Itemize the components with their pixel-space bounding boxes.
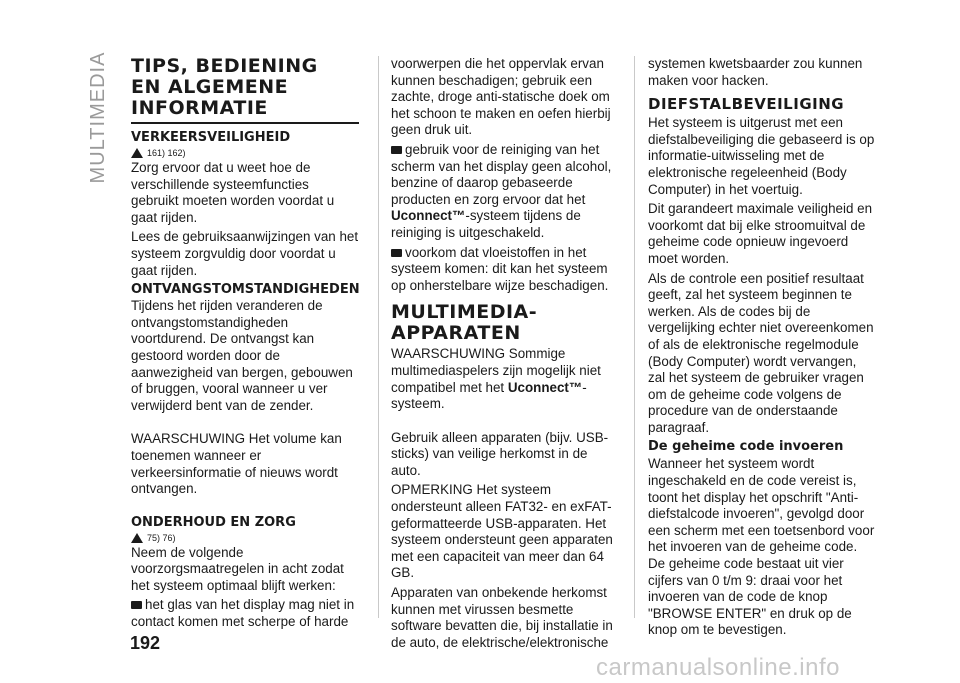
paragraph: Dit garandeert maximale veiligheid en voorkomt dat bij elke stroomuitval de geheime code opnieuw ingevoerd moet worden. <box>648 201 873 266</box>
side-tab-label: MULTIMEDIA <box>87 51 109 184</box>
bullet-text: voorkom dat vloeistoffen in het systeem komen: dit kan het systeem op onherstelbare wijze beschadigen. <box>391 244 609 293</box>
heading-verkeersveiligheid: VERKEERSVEILIGHEID <box>131 130 291 145</box>
column-divider <box>634 56 635 618</box>
bullet-text: gebruik voor de reiniging van het scherm van het display geen alcohol, benzine of daarop gebaseerde producten en zorg ervoor dat het <box>391 141 612 207</box>
page-title-line-2: EN ALGEMENE <box>131 76 289 98</box>
column-3 <box>648 56 876 642</box>
page-title-line-1: TIPS, BEDIENING <box>131 55 318 77</box>
warning-paragraph: WAARSCHUWING Het volume kan toenemen wanneer er verkeersinformatie of nieuws wordt ontvangen. <box>131 431 342 497</box>
bullet-item <box>131 597 359 630</box>
page-number: 192 <box>130 633 161 653</box>
paragraph: Lees de gebruiksaanwijzingen van het systeem zorgvuldig door voordat u gaat rijden. <box>131 229 359 278</box>
watermark: carmanualsonline.info <box>596 654 840 681</box>
warning-triangle-icon <box>131 533 143 543</box>
section-title-multimedia <box>391 302 619 344</box>
bullet-icon <box>391 249 402 257</box>
warning-paragraph <box>391 346 619 412</box>
paragraph: Als de controle een positief resultaat geeft, zal het systeem beginnen te werken. Als de codes bij de vergelijking echter niet overeenkomen of als de elektronische regelmodule (Body Computer) wordt vervangen, zal het systeem de gebruiker vragen om de geheime code volgens de procedure van de onderstaande paragraaf. <box>648 270 874 435</box>
page-title <box>131 56 359 119</box>
column-divider <box>378 56 379 618</box>
page-title-line-3: INFORMATIE <box>131 97 268 119</box>
paragraph: Wanneer het systeem wordt ingeschakeld en de code vereist is, toont het display het opschrift "Anti-diefstalcode invoeren", gevolgd door een scherm met een toetsenbord voor het invoeren van de geheime code. De geheime code bestaat uit vier cijfers van 0 t/m 9: draai voor het invoeren van de code de knop "BROWSE ENTER" en druk op de knop om te bevestigen. <box>648 456 875 638</box>
column-1 <box>131 56 359 634</box>
note-paragraph: OPMERKING Het systeem ondersteunt alleen FAT32- en exFAT-geformatteerde USB-apparaten. Het systeem ondersteunt geen apparaten met een capaciteit van meer dan 64 GB. <box>391 482 613 581</box>
subheading-geheime-code: De geheime code invoeren <box>648 439 844 455</box>
bullet-text: het glas van het display mag niet in contact komen met scherpe of harde <box>131 597 355 630</box>
heading-onderhoud-en-zorg: ONDERHOUD EN ZORG <box>131 514 296 530</box>
paragraph: Gebruik alleen apparaten (bijv. USB-sticks) van veilige herkomst in de auto. <box>391 429 609 478</box>
section-title-line-1: MULTIMEDIA- <box>391 301 538 324</box>
heading-ontvangstomstandigheden: ONTVANGSTOMSTANDIGHEDEN <box>131 282 360 298</box>
paragraph: Tijdens het rijden veranderen de ontvangstomstandigheden voortdurend. De ontvangst kan gestoord worden door de aanwezigheid van bergen, gebouwen of bruggen, vooral wanneer u ver verwijderd bent van de zender. <box>131 298 353 413</box>
warning-reference <box>131 532 359 544</box>
brand-name: Uconnect™ <box>507 379 583 395</box>
bullet-item <box>391 245 619 295</box>
bullet-item <box>391 142 619 242</box>
bullet-text: -systeem tijdens de reiniging is uitgeschakeld. <box>391 208 581 240</box>
warning-reference-numbers: 75) 76) <box>147 532 176 543</box>
paragraph: voorwerpen die het oppervlak ervan kunnen beschadigen; gebruik een zachte, droge anti-statische doek om het schoon te maken en oefen hierbij geen druk uit. <box>391 56 611 138</box>
column-2 <box>391 56 619 654</box>
brand-name: Uconnect™ <box>391 208 466 224</box>
warning-triangle-icon <box>131 148 143 158</box>
paragraph-text: WAARSCHUWING Sommige multimediaspelers zijn mogelijk niet compatibel met het <box>391 346 601 395</box>
paragraph: Neem de volgende voorzorgsmaatregelen in acht zodat het systeem optimaal blijft werken: <box>131 544 344 593</box>
paragraph-text: -systeem. <box>391 379 587 412</box>
section-title-line-2: APPARATEN <box>391 322 521 345</box>
paragraph: systemen kwetsbaarder zou kunnen maken voor hacken. <box>648 56 863 88</box>
warning-reference-numbers: 161) 162) <box>147 148 186 158</box>
title-rule <box>131 122 359 124</box>
section-side-tab <box>84 50 112 185</box>
section-title-diefstalbeveiliging: DIEFSTALBEVEILIGING <box>648 95 845 114</box>
paragraph: Zorg ervoor dat u weet hoe de verschillende systeemfuncties gebruikt moeten worden voordat u gaat rijden. <box>131 160 335 225</box>
bullet-icon <box>131 601 142 609</box>
bullet-icon <box>391 146 402 154</box>
paragraph: Apparaten van onbekende herkomst kunnen met virussen besmette software bevatten die, bij installatie in de auto, de elektrische/elektronische <box>391 585 613 650</box>
warning-reference <box>131 147 359 159</box>
paragraph: Het systeem is uitgerust met een diefstalbeveiliging die gebaseerd is op informatie-uitwisseling met de elektronische regeleenheid (Body Computer) in het voertuig. <box>648 115 875 197</box>
